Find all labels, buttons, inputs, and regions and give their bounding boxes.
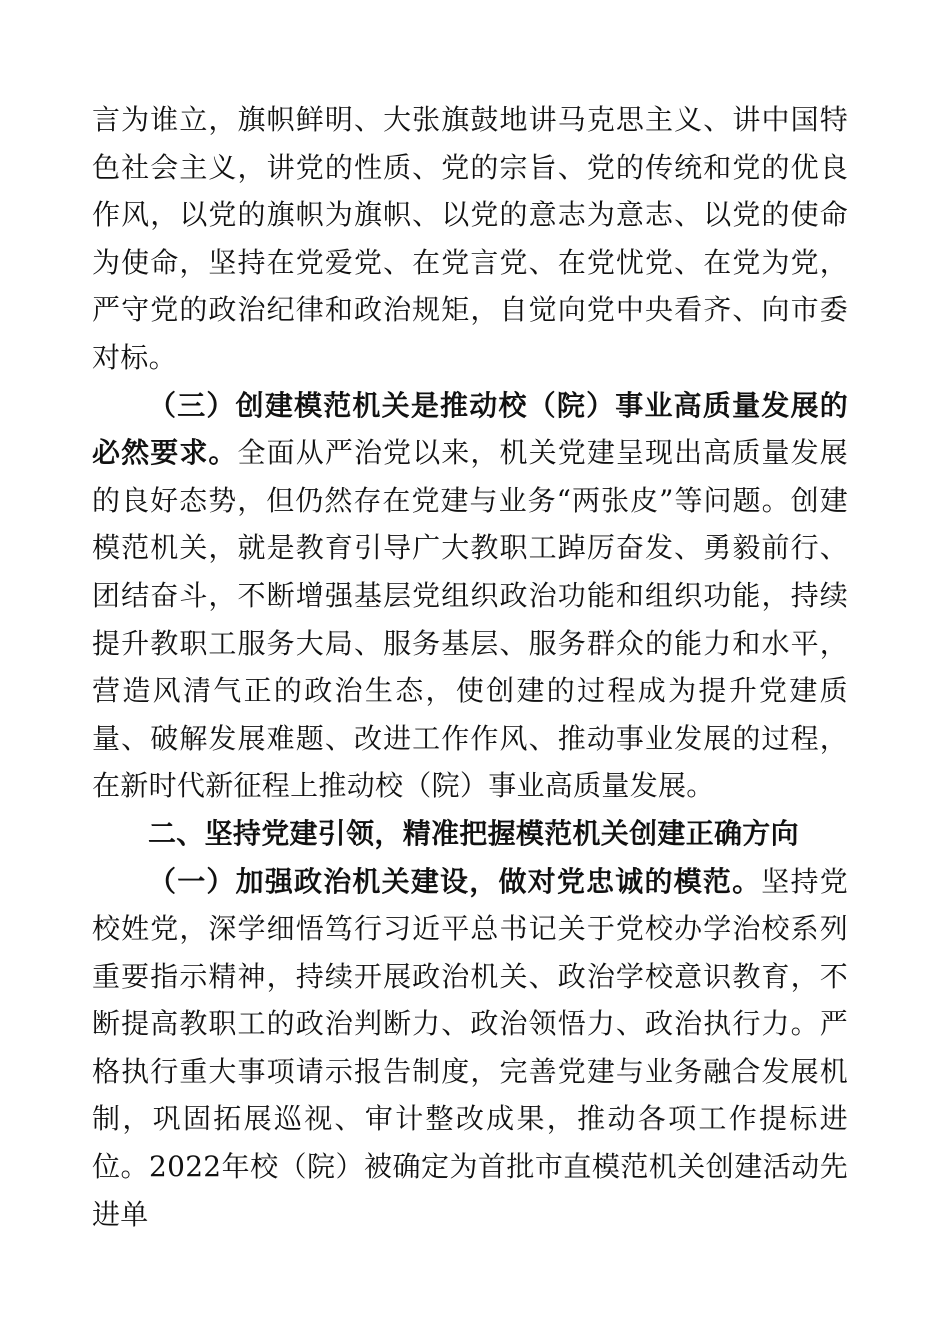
section-1-title: （一）加强政治机关建设，做对党忠诚的模范。 <box>148 864 762 898</box>
document-body <box>92 96 848 1238</box>
section-1-body: 坚持党校姓党，深学细悟笃行习近平总书记关于党校办学治校系列重要指示精神，持续开展政治机关、政治学校意识教育，不断提高教职工的政治判断力、政治领悟力、政治执行力。严格执行重大事项请示报告制度，完善党建与业务融合发展机制，巩固拓展巡视、审计整改成果，推动各项工作提标进位。2022年校（院）被确定为首批市直模范机关创建活动先进单 <box>92 864 848 1231</box>
paragraph-continued: 言为谁立，旗帜鲜明、大张旗鼓地讲马克思主义、讲中国特色社会主义，讲党的性质、党的宗旨、党的传统和党的优良作风，以党的旗帜为旗帜、以党的意志为意志、以党的使命为使命，坚持在党爱党、在党言党、在党忧党、在党为党，严守党的政治纪律和政治规矩，自觉向党中央看齐、向市委对标。 <box>92 103 848 374</box>
paragraph-section-3 <box>92 382 848 810</box>
section-3-body: 全面从严治党以来，机关党建呈现出高质量发展的良好态势，但仍然存在党建与业务“两张皮”等问题。创建模范机关，就是教育引导广大教职工踔厉奋发、勇毅前行、团结奋斗，不断增强基层党组织政治功能和组织功能，持续提升教职工服务大局、服务基层、服务群众的能力和水平，营造风清气正的政治生态，使创建的过程成为提升党建质量、破解发展难题、改进工作作风、推动事业发展的过程，在新时代新征程上推动校（院）事业高质量发展。 <box>92 436 848 803</box>
chapter-2-heading: 二、坚持党建引领，精准把握模范机关创建正确方向 <box>148 816 799 850</box>
paragraph-section-1 <box>92 858 848 1239</box>
section-3-title: （三）创建模范机关是推动校（院）事业高质量发展的必然要求。 <box>92 388 848 470</box>
